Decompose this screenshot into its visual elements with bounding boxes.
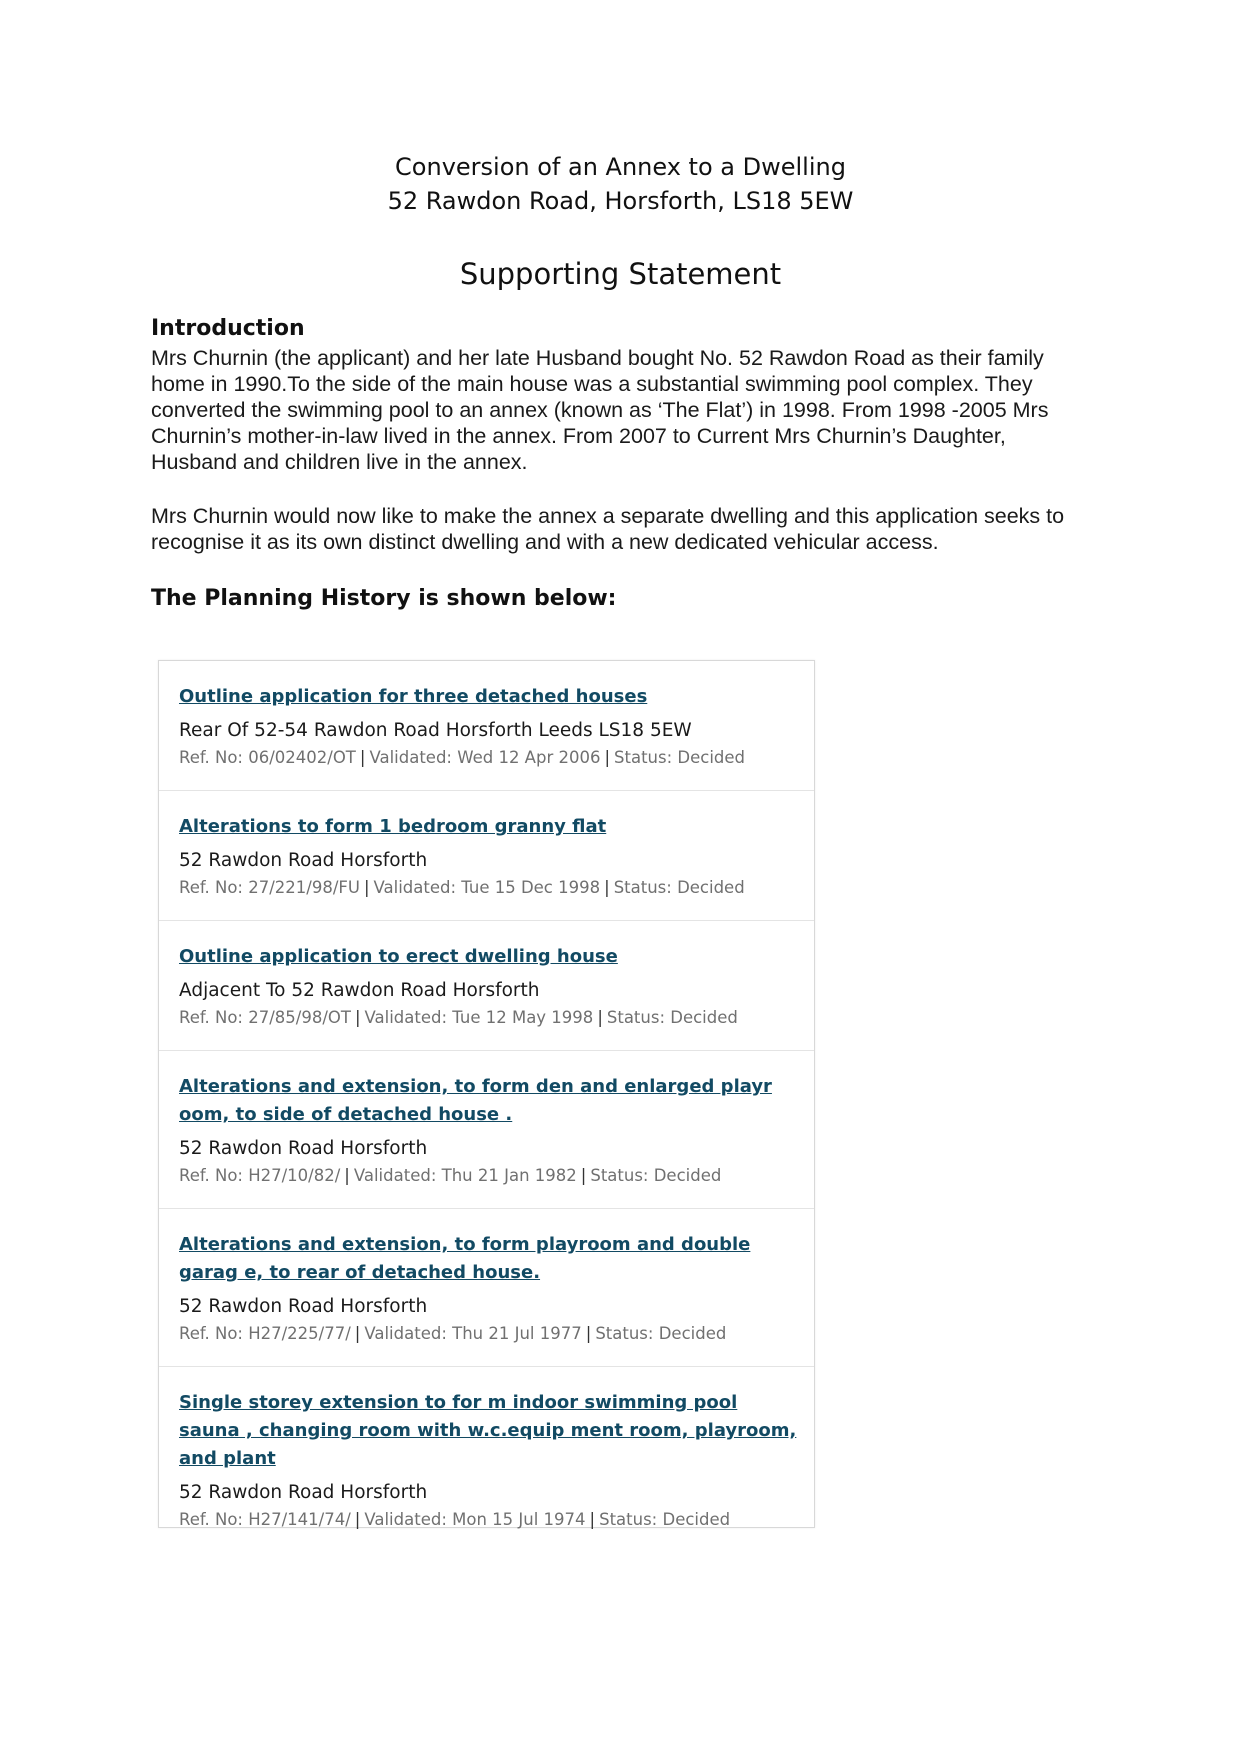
validated-date: Validated: Tue 12 May 1998 (364, 1008, 594, 1027)
planning-history-item (159, 661, 814, 791)
application-meta (179, 1164, 794, 1188)
application-meta (179, 1006, 794, 1030)
separator: | (580, 1166, 587, 1185)
planning-history-item (159, 1051, 814, 1209)
status-text: Status: Decided (599, 1510, 731, 1529)
planning-history-list (158, 660, 815, 1528)
validated-date: Validated: Tue 15 Dec 1998 (373, 878, 601, 897)
status-text: Status: Decided (613, 878, 745, 897)
separator: | (589, 1510, 596, 1529)
application-title-link[interactable]: Single storey extension to for m indoor swimming pool sauna , changing room with w.c.equip ment room, playroom, and plant (179, 1392, 797, 1469)
application-meta (179, 1322, 794, 1346)
validated-date: Validated: Thu 21 Jan 1982 (353, 1166, 577, 1185)
planning-history-heading: The Planning History is shown below: (151, 586, 617, 611)
application-title-link[interactable]: Alterations and extension, to form den and enlarged playr oom, to side of detached house . (179, 1076, 772, 1125)
separator: | (344, 1166, 350, 1185)
separator: | (585, 1324, 592, 1343)
separator: | (354, 1324, 361, 1343)
reference-number: Ref. No: 27/85/98/OT (179, 1008, 351, 1027)
status-text: Status: Decided (595, 1324, 727, 1343)
reference-number: Ref. No: H27/225/77/ (179, 1324, 351, 1343)
application-meta (179, 1508, 794, 1532)
application-title-link[interactable]: Outline application to erect dwelling house (179, 946, 618, 967)
separator: | (604, 878, 610, 897)
separator: | (354, 1008, 361, 1027)
planning-history-item (159, 791, 814, 921)
planning-history-item (159, 1209, 814, 1367)
application-title-link[interactable]: Outline application for three detached houses (179, 686, 648, 707)
reference-number: Ref. No: 06/02402/OT (179, 748, 356, 767)
validated-date: Validated: Wed 12 Apr 2006 (369, 748, 601, 767)
planning-history-item (159, 1367, 814, 1529)
status-text: Status: Decided (614, 748, 746, 767)
document-title: Conversion of an Annex to a Dwelling (395, 153, 846, 181)
reference-number: Ref. No: 27/221/98/FU (179, 878, 360, 897)
application-title-link[interactable]: Alterations and extension, to form playroom and double garag e, to rear of detached house. (179, 1234, 751, 1283)
application-meta (179, 876, 794, 900)
separator: | (604, 748, 611, 767)
status-text: Status: Decided (590, 1166, 722, 1185)
application-address: Adjacent To 52 Rawdon Road Horsforth (179, 980, 540, 1001)
separator: | (359, 748, 366, 767)
status-text: Status: Decided (606, 1008, 738, 1027)
validated-date: Validated: Mon 15 Jul 1974 (364, 1510, 586, 1529)
application-address: 52 Rawdon Road Horsforth (179, 1138, 428, 1159)
application-title-link[interactable]: Alterations to form 1 bedroom granny flat (179, 816, 607, 837)
site-address: 52 Rawdon Road, Horsforth, LS18 5EW (387, 187, 854, 215)
application-address: 52 Rawdon Road Horsforth (179, 1296, 428, 1317)
application-address: 52 Rawdon Road Horsforth (179, 850, 428, 871)
planning-history-item (159, 921, 814, 1051)
application-meta (179, 746, 794, 770)
reference-number: Ref. No: H27/141/74/ (179, 1510, 351, 1529)
separator: | (354, 1510, 361, 1529)
document-subtitle: Supporting Statement (459, 257, 782, 291)
validated-date: Validated: Thu 21 Jul 1977 (364, 1324, 582, 1343)
separator: | (363, 878, 370, 897)
separator: | (597, 1008, 603, 1027)
introduction-paragraph: Mrs Churnin would now like to make the annex a separate dwelling and this application seeks to recognise it as its own distinct dwelling and with a new dedicated vehicular access. (151, 504, 1065, 554)
introduction-heading: Introduction (151, 316, 305, 341)
application-address: 52 Rawdon Road Horsforth (179, 1482, 428, 1503)
reference-number: Ref. No: H27/10/82/ (179, 1166, 341, 1185)
introduction-paragraph: Mrs Churnin (the applicant) and her late Husband bought No. 52 Rawdon Road as their family home in 1990.To the side of the main house was a substantial swimming pool complex. They converted the swimming pool to an annex (known as ‘The Flat’) in 1998. From 1998 -2005 Mrs Churnin’s mother-in-law lived in the annex. From 2007 to Current Mrs Churnin’s Daughter, Husband and children live in the annex. (151, 346, 1049, 474)
application-address: Rear Of 52-54 Rawdon Road Horsforth Leeds LS18 5EW (179, 720, 692, 741)
